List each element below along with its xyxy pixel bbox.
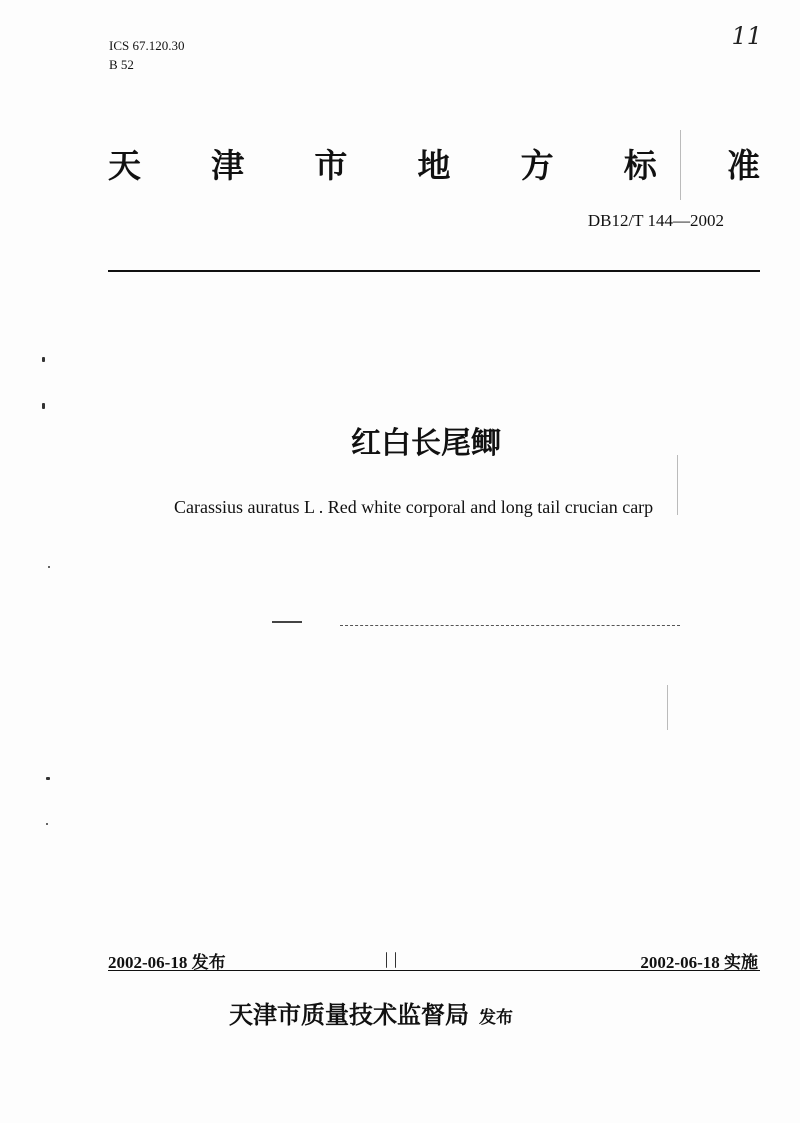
standard-number: DB12/T 144—2002 xyxy=(587,211,724,230)
classification-codes xyxy=(109,36,184,74)
scan-artifact xyxy=(46,823,48,825)
document-title-cn: 红白长尾鲫 xyxy=(351,426,501,461)
scan-artifact xyxy=(677,455,678,515)
handwritten-mark: 11 xyxy=(731,22,762,50)
issuer-suffix: 发布 xyxy=(479,1008,513,1028)
document-title-en: Carassius auratus L . Red white corporal and long tail crucian carp xyxy=(174,497,654,517)
scan-artifact xyxy=(48,566,50,568)
issuing-authority xyxy=(229,995,513,1030)
heading-char: 准 xyxy=(726,146,760,185)
scan-artifact xyxy=(386,952,396,968)
heading-char: 地 xyxy=(417,146,451,185)
footer-rule xyxy=(108,970,760,971)
issuer-name: 天津市质量技术监督局 xyxy=(229,1001,469,1029)
heading-char: 标 xyxy=(623,146,657,185)
scan-artifact xyxy=(46,777,50,780)
scan-artifact xyxy=(340,625,680,626)
header-rule xyxy=(108,270,760,272)
scan-artifact xyxy=(272,621,302,623)
heading-char: 天 xyxy=(108,146,141,185)
scan-artifact xyxy=(42,357,45,362)
scan-artifact xyxy=(42,403,45,409)
heading-char: 方 xyxy=(520,146,554,185)
standard-type-heading xyxy=(108,140,760,187)
issue-date: 2002-06-18 发布 xyxy=(108,953,226,972)
scan-artifact xyxy=(680,130,681,200)
category-code: B 52 xyxy=(109,57,134,72)
ics-code: ICS 67.120.30 xyxy=(109,38,185,53)
heading-char: 津 xyxy=(211,146,245,185)
scan-artifact xyxy=(667,685,668,730)
implementation-date: 2002-06-18 实施 xyxy=(640,953,758,972)
heading-char: 市 xyxy=(314,146,348,185)
